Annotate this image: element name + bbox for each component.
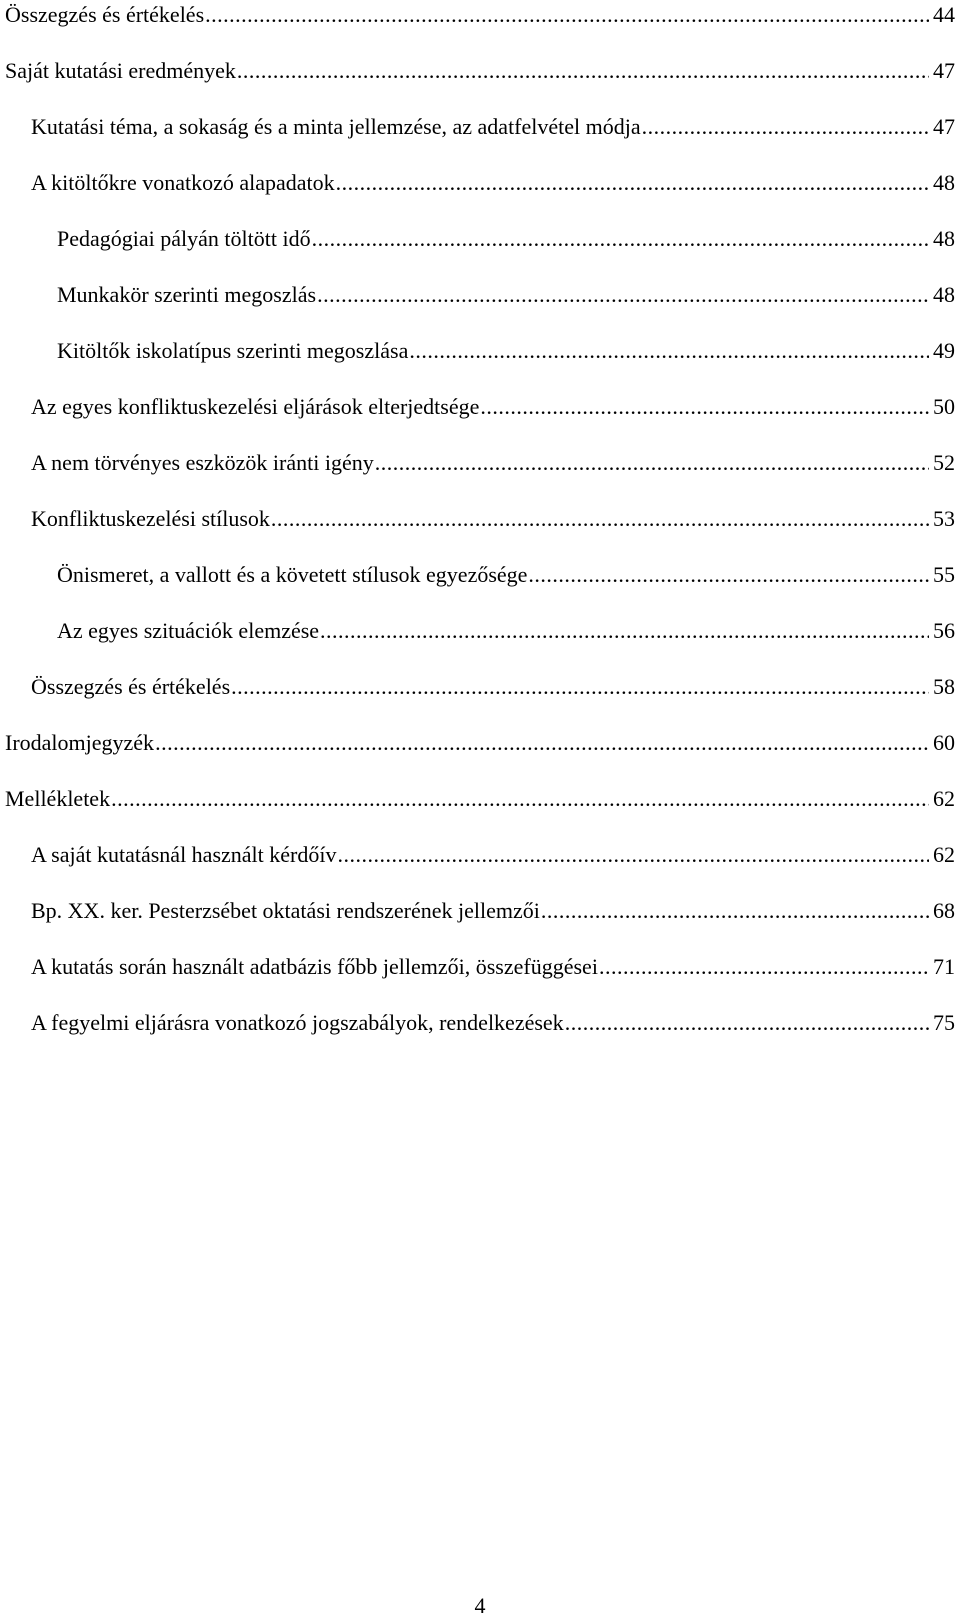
- toc-entry-page: 48: [933, 282, 955, 307]
- toc-entry[interactable]: [31, 107, 955, 147]
- toc-leader-dots: [155, 723, 929, 763]
- toc-leader-dots: [528, 555, 929, 595]
- toc-entry-page: 44: [933, 2, 955, 27]
- toc-leader-dots: [599, 947, 929, 987]
- toc-entry-page: 75: [933, 1010, 955, 1035]
- toc-entry-page: 60: [933, 730, 955, 755]
- toc-entry-title: A kutatás során használt adatbázis főbb jellemzői, összefüggései: [31, 954, 598, 979]
- toc-entry[interactable]: [5, 51, 955, 91]
- toc-entry[interactable]: [5, 723, 955, 763]
- toc-leader-dots: [320, 611, 929, 651]
- toc-entry-title: Irodalomjegyzék: [5, 730, 155, 755]
- toc-leader-dots: [205, 0, 929, 35]
- toc-entry-title: Az egyes szituációk elemzése: [57, 618, 320, 643]
- toc-entry[interactable]: [57, 611, 955, 651]
- toc-entry-title: Saját kutatási eredmények: [5, 58, 236, 83]
- toc-leader-dots: [336, 163, 929, 203]
- toc-entry-page: 47: [933, 58, 955, 83]
- toc-entry[interactable]: [31, 387, 955, 427]
- toc-entry-page: 55: [933, 562, 955, 587]
- toc-entry[interactable]: [57, 275, 955, 315]
- toc-entry-page: 49: [933, 338, 955, 363]
- toc-leader-dots: [409, 331, 929, 371]
- toc-entry-title: A fegyelmi eljárásra vonatkozó jogszabályok, rendelkezések: [31, 1010, 564, 1035]
- toc-leader-dots: [337, 835, 929, 875]
- toc-entry-title: Kitöltők iskolatípus szerinti megoszlása: [57, 338, 409, 363]
- toc-entry-title: Pedagógiai pályán töltött idő: [57, 226, 311, 251]
- toc-entry-title: Összegzés és értékelés: [5, 2, 205, 27]
- toc-entry-page: 62: [933, 786, 955, 811]
- toc-entry-title: Összegzés és értékelés: [31, 674, 231, 699]
- toc-entry-title: A kitöltőkre vonatkozó alapadatok: [31, 170, 335, 195]
- toc-entry[interactable]: [31, 499, 955, 539]
- toc-entry-title: Bp. XX. ker. Pesterzsébet oktatási rendszerének jellemzői: [31, 898, 540, 923]
- toc-entry[interactable]: [31, 947, 955, 987]
- toc-entry-title: Mellékletek: [5, 786, 111, 811]
- page-number: 4: [474, 1593, 486, 1618]
- toc-entry-page: 52: [933, 450, 955, 475]
- toc-entry-page: 48: [933, 170, 955, 195]
- toc-entry-title: A nem törvényes eszközök iránti igény: [31, 450, 374, 475]
- toc-entry[interactable]: [31, 443, 955, 483]
- toc-leader-dots: [317, 275, 929, 315]
- toc-entry-page: 48: [933, 226, 955, 251]
- toc-entry-title: Önismeret, a vallott és a követett stílusok egyezősége: [57, 562, 528, 587]
- toc-entry[interactable]: [31, 163, 955, 203]
- toc-entry-title: Konfliktuskezelési stílusok: [31, 506, 270, 531]
- toc-leader-dots: [541, 891, 929, 931]
- toc-entry[interactable]: [31, 667, 955, 707]
- toc-entry[interactable]: [57, 331, 955, 371]
- toc-leader-dots: [480, 387, 929, 427]
- toc-entry[interactable]: [31, 835, 955, 875]
- toc-entry-page: 58: [933, 674, 955, 699]
- toc-entry-page: 56: [933, 618, 955, 643]
- toc-entry[interactable]: [5, 779, 955, 819]
- toc-leader-dots: [312, 219, 929, 259]
- toc-leader-dots: [375, 443, 929, 483]
- toc-entry-page: 50: [933, 394, 955, 419]
- toc-entry-title: Munkakör szerinti megoszlás: [57, 282, 317, 307]
- toc-entry-page: 53: [933, 506, 955, 531]
- toc-entry-page: 62: [933, 842, 955, 867]
- toc-entry[interactable]: [31, 1003, 955, 1043]
- toc-entry-title: Kutatási téma, a sokaság és a minta jellemzése, az adatfelvétel módja: [31, 114, 641, 139]
- toc-entry-title: A saját kutatásnál használt kérdőív: [31, 842, 337, 867]
- toc-entry[interactable]: [31, 891, 955, 931]
- toc-entry-page: 71: [933, 954, 955, 979]
- toc-entry-page: 68: [933, 898, 955, 923]
- toc-leader-dots: [642, 107, 929, 147]
- toc-leader-dots: [237, 51, 929, 91]
- toc-leader-dots: [231, 667, 929, 707]
- toc-entry[interactable]: [57, 219, 955, 259]
- toc-entry[interactable]: [5, 0, 955, 35]
- toc-entry-page: 47: [933, 114, 955, 139]
- toc-entry[interactable]: [57, 555, 955, 595]
- toc-leader-dots: [271, 499, 929, 539]
- toc-leader-dots: [111, 779, 929, 819]
- toc-leader-dots: [565, 1003, 929, 1043]
- toc-entry-title: Az egyes konfliktuskezelési eljárások elterjedtsége: [31, 394, 480, 419]
